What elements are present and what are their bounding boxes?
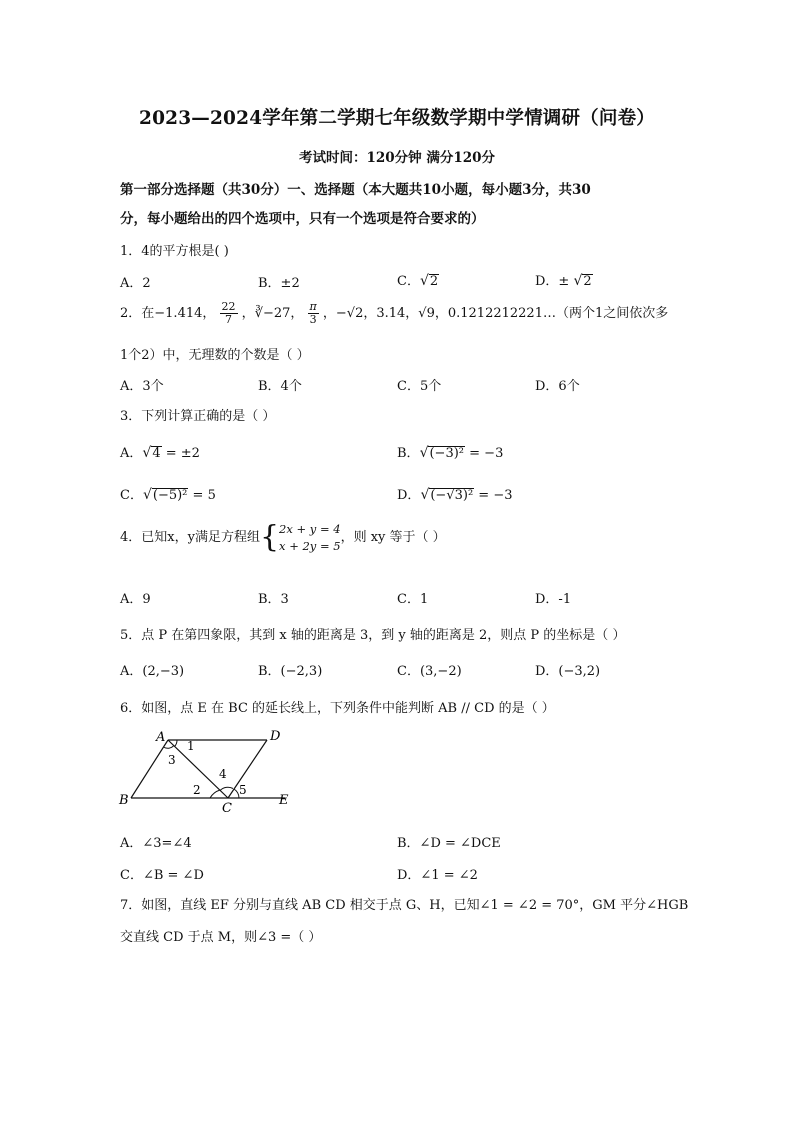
q3-option-b-radicand: (−3)² <box>429 446 465 461</box>
q6-option-a: A．∠3=∠4 <box>120 836 192 851</box>
q3-stem: 3．下列计算正确的是（ ） <box>120 409 276 424</box>
q3-option-d: D．√(−√3)² = −3 <box>397 487 513 503</box>
fraction-numerator: π <box>309 300 317 313</box>
q5-stem: 5．点 P 在第四象限，其到 x 轴的距离是 3，到 y 轴的距离是 2，则点 P 的坐标是（ ） <box>120 628 626 643</box>
equation-system <box>279 521 341 554</box>
q3-option-c-label: C． <box>120 488 143 503</box>
q7-stem-line2: 交直线 CD 于点 M，则∠3 =（ ） <box>120 930 322 945</box>
q3-option-c-result: = 5 <box>188 488 216 503</box>
q5-option-a: A．(2,−3) <box>120 664 185 679</box>
q5-option-b: B．(−2,3) <box>258 664 323 679</box>
line-ab <box>131 740 168 798</box>
q2-stem-line1 <box>120 301 668 326</box>
q3-option-c-radicand: (−5)² <box>152 488 188 503</box>
angle-4-arc <box>220 787 233 790</box>
page-title: 2023—2024学年第二学期七年级数学期中学情调研（问卷） <box>139 108 655 129</box>
q3-option-d-label: D． <box>397 488 421 503</box>
q1-option-b: B．±2 <box>258 276 300 291</box>
point-label-e: E <box>279 793 289 808</box>
fraction-22-7 <box>220 301 238 326</box>
q4-option-d: D．-1 <box>535 592 572 607</box>
equation-2: x + 2y = 5 <box>279 538 341 553</box>
q1-option-d-label: D．± <box>535 274 574 289</box>
angle-label-5: 5 <box>239 783 247 797</box>
q1-option-c: C．√2 <box>397 273 439 289</box>
q4-text-2: ，则 xy 等于（ ） <box>340 530 446 546</box>
fraction-pi-3 <box>308 301 319 326</box>
q3-option-d-radicand: (−√3)² <box>430 488 474 503</box>
q2-option-d: D．6个 <box>535 379 580 394</box>
q3-option-a-radicand: 4 <box>152 446 161 461</box>
point-label-b: B <box>119 793 129 808</box>
q2-stem-line2: 1个2）中，无理数的个数是（ ） <box>120 348 310 363</box>
q3-option-b-result: = −3 <box>465 446 504 461</box>
q6-option-d: D．∠1 = ∠2 <box>397 868 478 883</box>
q6-option-b: B．∠D = ∠DCE <box>397 836 501 851</box>
q3-option-d-result: = −3 <box>474 488 513 503</box>
q3-option-c: C．√(−5)² = 5 <box>120 487 216 503</box>
fraction-numerator: 22 <box>221 300 236 313</box>
q3-option-a-result: = ±2 <box>161 446 200 461</box>
section-heading-line2: 分，每小题给出的四个选项中，只有一个选项是符合要求的） <box>120 211 485 227</box>
q2-option-a: A．3个 <box>120 379 164 394</box>
q4-option-b: B．3 <box>258 592 289 607</box>
q1-option-d: D．± √2 <box>535 273 592 289</box>
q1-option-c-label: C． <box>397 274 420 289</box>
angle-label-1: 1 <box>187 739 195 753</box>
q2-text-1: 2．在−1.414， <box>120 306 216 322</box>
q1-stem: 1．4的平方根是( ) <box>120 244 229 259</box>
q3-option-b: B．√(−3)² = −3 <box>397 445 504 461</box>
q7-stem-line1: 7．如图，直线 EF 分别与直线 AB CD 相交于点 G、H，已知∠1 = ∠2 = 70°，GM 平分∠HGB <box>120 898 689 913</box>
q3-option-a-label: A． <box>120 446 143 461</box>
exam-info: 考试时间：120分钟 满分120分 <box>298 150 496 166</box>
brace-symbol: { <box>259 519 280 555</box>
q1-option-d-radicand: 2 <box>583 274 592 289</box>
angle-label-2: 2 <box>193 783 201 797</box>
q4-stem <box>120 521 446 554</box>
q5-option-d: D．(−3,2) <box>535 664 601 679</box>
section-heading-line1: 第一部分选择题（共30分）一、选择题（本大题共10小题，每小题3分，共30 <box>120 182 591 198</box>
q4-text-1: 4．已知x，y满足方程组 <box>120 530 260 546</box>
q6-figure <box>115 726 295 816</box>
point-label-c: C <box>222 801 232 816</box>
angle-2-arc <box>210 790 220 798</box>
q5-option-c: C．(3,−2) <box>397 664 462 679</box>
q2-option-c: C．5个 <box>397 379 442 394</box>
q1-option-a: A．2 <box>120 276 151 291</box>
fraction-denominator: 3 <box>309 313 317 327</box>
q2-text-2: ，∛−27， <box>241 306 304 322</box>
q4-option-a: A．9 <box>120 592 151 607</box>
q6-stem: 6．如图，点 E 在 BC 的延长线上，下列条件中能判断 AB // CD 的是（ ） <box>120 701 555 716</box>
angle-1-arc <box>175 740 178 747</box>
q3-option-b-label: B． <box>397 446 420 461</box>
angle-label-4: 4 <box>219 767 227 781</box>
equation-1: 2x + y = 4 <box>279 522 341 536</box>
angle-3-arc <box>164 746 174 749</box>
point-label-d: D <box>270 729 281 744</box>
q3-option-a: A．√4 = ±2 <box>120 445 200 461</box>
q2-text-3: ，−√2，3.14，√9，0.1212212221…（两个1之间依次多 <box>322 306 669 322</box>
angle-label-3: 3 <box>168 753 176 767</box>
q2-option-b: B．4个 <box>258 379 302 394</box>
fraction-denominator: 7 <box>225 313 233 327</box>
q1-option-c-radicand: 2 <box>429 274 439 289</box>
point-label-a: A <box>156 730 166 745</box>
q6-option-c: C．∠B = ∠D <box>120 868 204 883</box>
q4-option-c: C．1 <box>397 592 429 607</box>
